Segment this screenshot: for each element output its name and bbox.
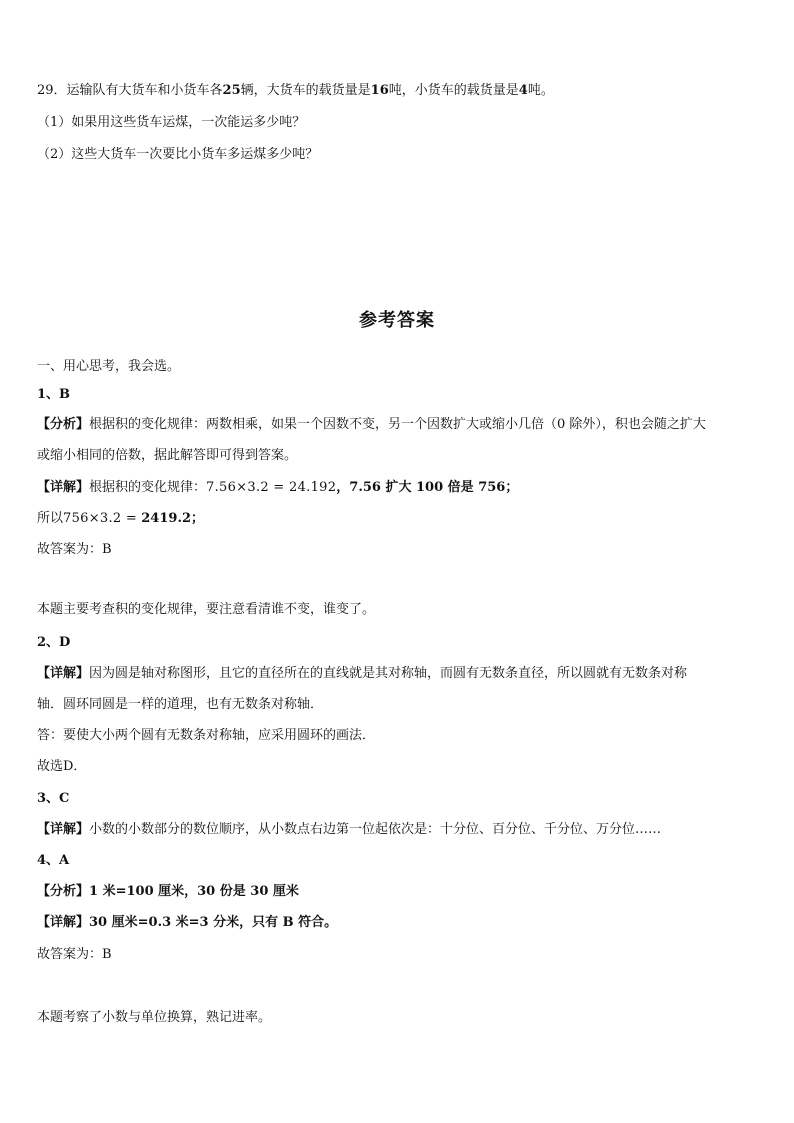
answer-1-conclusion: 故答案为：B <box>37 542 112 557</box>
analysis-text: 根据积的变化规律：两数相乘，如果一个因数不变，另一个因数扩大或缩小几倍（0 除外），积也会随之扩大 <box>89 417 706 432</box>
detail-text: 小数的小数部分的数位顺序，从小数点右边第一位起依次是：十分位、百分位、千分位、万分位…… <box>89 822 662 837</box>
stem-number: 16 <box>370 83 389 98</box>
detail-tag: 【详解】 <box>37 822 90 837</box>
answer-2-detail-line2: 轴．圆环同圆是一样的道理，也有无数条对称轴． <box>37 697 324 712</box>
section-heading: 一、用心思考，我会选。 <box>37 359 181 374</box>
answer-2-number: 2、D <box>37 635 71 650</box>
answer-2-conclusion: 故选D． <box>37 759 87 774</box>
answer-4-number: 4、A <box>37 853 70 868</box>
question-29-sub1: （1）如果用这些货车运煤，一次能运多少吨？ <box>37 115 306 130</box>
detail-text: 根据积的变化规律： <box>89 480 207 495</box>
analysis-tag: 【分析】 <box>37 884 90 899</box>
analysis-text: 1 米=100 厘米，30 份是 30 厘米 <box>89 884 299 899</box>
so-equation: 756×3.2 = <box>63 511 138 526</box>
answers-title: 参考答案 <box>359 310 435 331</box>
answer-4-detail <box>37 914 764 931</box>
answer-3-detail <box>37 821 764 838</box>
answer-1-detail <box>37 479 764 496</box>
answer-1-note: 本题主要考查积的变化规律，要注意看清谁不变，谁变了。 <box>37 602 376 617</box>
answer-1-so <box>37 510 764 527</box>
analysis-tag: 【分析】 <box>37 417 90 432</box>
detail-tag: 【详解】 <box>37 480 90 495</box>
question-29-stem <box>37 82 764 99</box>
stem-text: 吨。 <box>527 83 554 98</box>
answer-2-answer: 答：要使大小两个圆有无数条对称轴，应采用圆环的画法． <box>37 728 376 743</box>
detail-equation: 7.56×3.2 = 24.192 <box>206 480 337 495</box>
detail-text: 30 厘米=0.3 米=3 分米，只有 B 符合。 <box>89 915 338 930</box>
answer-1-number: 1、B <box>37 387 71 402</box>
question-29-sub2: （2）这些大货车一次要比小货车多运煤多少吨？ <box>37 147 319 162</box>
detail-tag: 【详解】 <box>37 666 90 681</box>
stem-text: 辆，大货车的载货量是 <box>240 83 371 98</box>
detail-text: ，7.56 扩大 100 倍是 756； <box>336 480 519 495</box>
answer-1-analysis-line2: 或缩小相同的倍数，据此解答即可得到答案。 <box>37 448 298 463</box>
detail-tag: 【详解】 <box>37 915 90 930</box>
answer-1-analysis-line1 <box>37 416 764 433</box>
stem-text: 29．运输队有大货车和小货车各 <box>37 83 223 98</box>
answer-2-detail-line1 <box>37 665 764 682</box>
detail-text: 因为圆是轴对称图形，且它的直径所在的直线就是其对称轴，而圆有无数条直径，所以圆就有无数条对称 <box>89 666 688 681</box>
stem-text: 吨，小货车的载货量是 <box>388 83 519 98</box>
stem-number: 4 <box>518 83 528 98</box>
answer-4-analysis <box>37 883 764 900</box>
so-result: 2419.2； <box>141 511 205 526</box>
answer-4-conclusion: 故答案为：B <box>37 947 112 962</box>
answer-3-number: 3、C <box>37 791 70 806</box>
so-text: 所以 <box>37 511 64 526</box>
answer-4-note: 本题考察了小数与单位换算，熟记进率。 <box>37 1010 272 1025</box>
stem-number: 25 <box>222 83 241 98</box>
